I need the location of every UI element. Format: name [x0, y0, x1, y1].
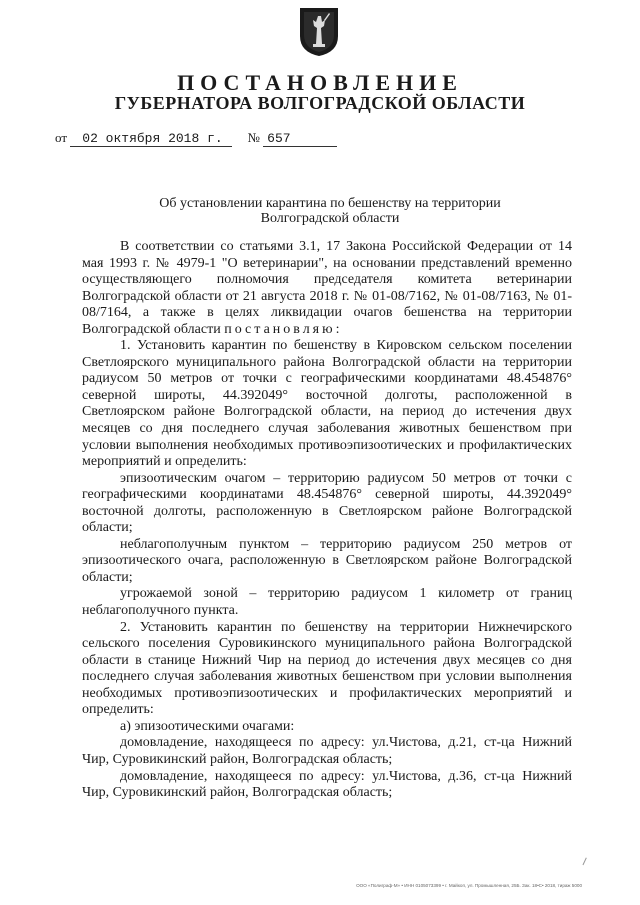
- preamble-text: В соответствии со статьями 3.1, 17 Закона Российской Федерации от 14 мая 1993 г. № 4979-1 "О ветеринарии", на основании представлений временно осуществляющего полномочия председателя комитета ветеринарии Волгоградской области от 21 августа 2018 г. № 01-08/7162, № 01-08/7163, № 01-08/7164, а также в целях ликвидации очагов бешенства на территории Волгоградской области: [82, 239, 572, 337]
- decree-subject: [120, 196, 540, 226]
- decree-number: 657: [263, 131, 337, 147]
- item-2-a: а) эпизоотическими очагами:: [120, 718, 295, 734]
- resolve-word: постановляю:: [224, 321, 343, 337]
- item-1-point: неблагополучным пунктом – территорию радиусом 250 метров от эпизоотического очага, расположенную в Светлоярском районе Волгоградской области;: [82, 536, 572, 585]
- decree-date: 02 октября 2018 г.: [70, 131, 232, 147]
- item-1-zone: угрожаемой зоной – территорию радиусом 1 километр от границ неблагополучного пункта.: [82, 586, 572, 619]
- subject-line-2: Волгоградской области: [260, 211, 400, 226]
- number-label: №: [247, 130, 260, 145]
- printer-imprint: ООО «Полиграф-М» • ИНН 0105073399 • г. Майкоп, ул. Промышленная, 25Б. Зак. 18•С• 2018, тираж 5000: [356, 883, 582, 888]
- item-1: 1. Установить карантин по бешенству в Кировском сельском поселении Светлоярского муниципального района Волгоградской области на территории радиусом 50 метров от точки с географическими координатами 48.454876° северной широты, 44.392049° восточной долготы, расположенной в Светлоярском районе Волгоградской области, на период до истечения двух месяцев со дня последнего случая заболевания животных бешенством при условии выполнения необходимых противоэпизоотических и профилактических мероприятий и определить:: [82, 338, 572, 470]
- item-2-a-2: домовладение, находящееся по адресу: ул.Чистова, д.36, ст-ца Нижний Чир, Суровикинский район, Волгоградская область;: [82, 768, 572, 801]
- coat-of-arms-icon: [298, 6, 340, 58]
- from-label: от: [55, 130, 68, 145]
- item-1-focus: эпизоотическим очагом – территорию радиусом 50 метров от точки с географическими координатами 48.454876° северной широты, 44.392049° восточной долготы, расположенную в Светлоярском районе Волгоградской области;: [82, 470, 572, 536]
- preamble-paragraph: [82, 239, 572, 338]
- item-2: 2. Установить карантин по бешенству на территории Нижнечирского сельского поселения Суровикинского муниципального района Волгоградской области в станице Нижний Чир на период до истечения двух месяцев со дня последнего случая заболевания животных бешенством при условии выполнения необходимых противоэпизоотических и профилактических мероприятий и определить:: [82, 619, 572, 718]
- document-title: ПОСТАНОВЛЕНИЕ: [177, 70, 463, 95]
- document-issuer: ГУБЕРНАТОРА ВОЛГОГРАДСКОЙ ОБЛАСТИ: [114, 93, 526, 113]
- item-2-a-1: домовладение, находящееся по адресу: ул.Чистова, д.21, ст-ца Нижний Чир, Суровикинский район, Волгоградская область;: [82, 735, 572, 767]
- scan-mark: [582, 858, 589, 867]
- subject-line-1: Об установлении карантина по бешенству на территории: [159, 196, 501, 211]
- decree-body: [82, 239, 572, 802]
- date-number-line: [55, 130, 337, 147]
